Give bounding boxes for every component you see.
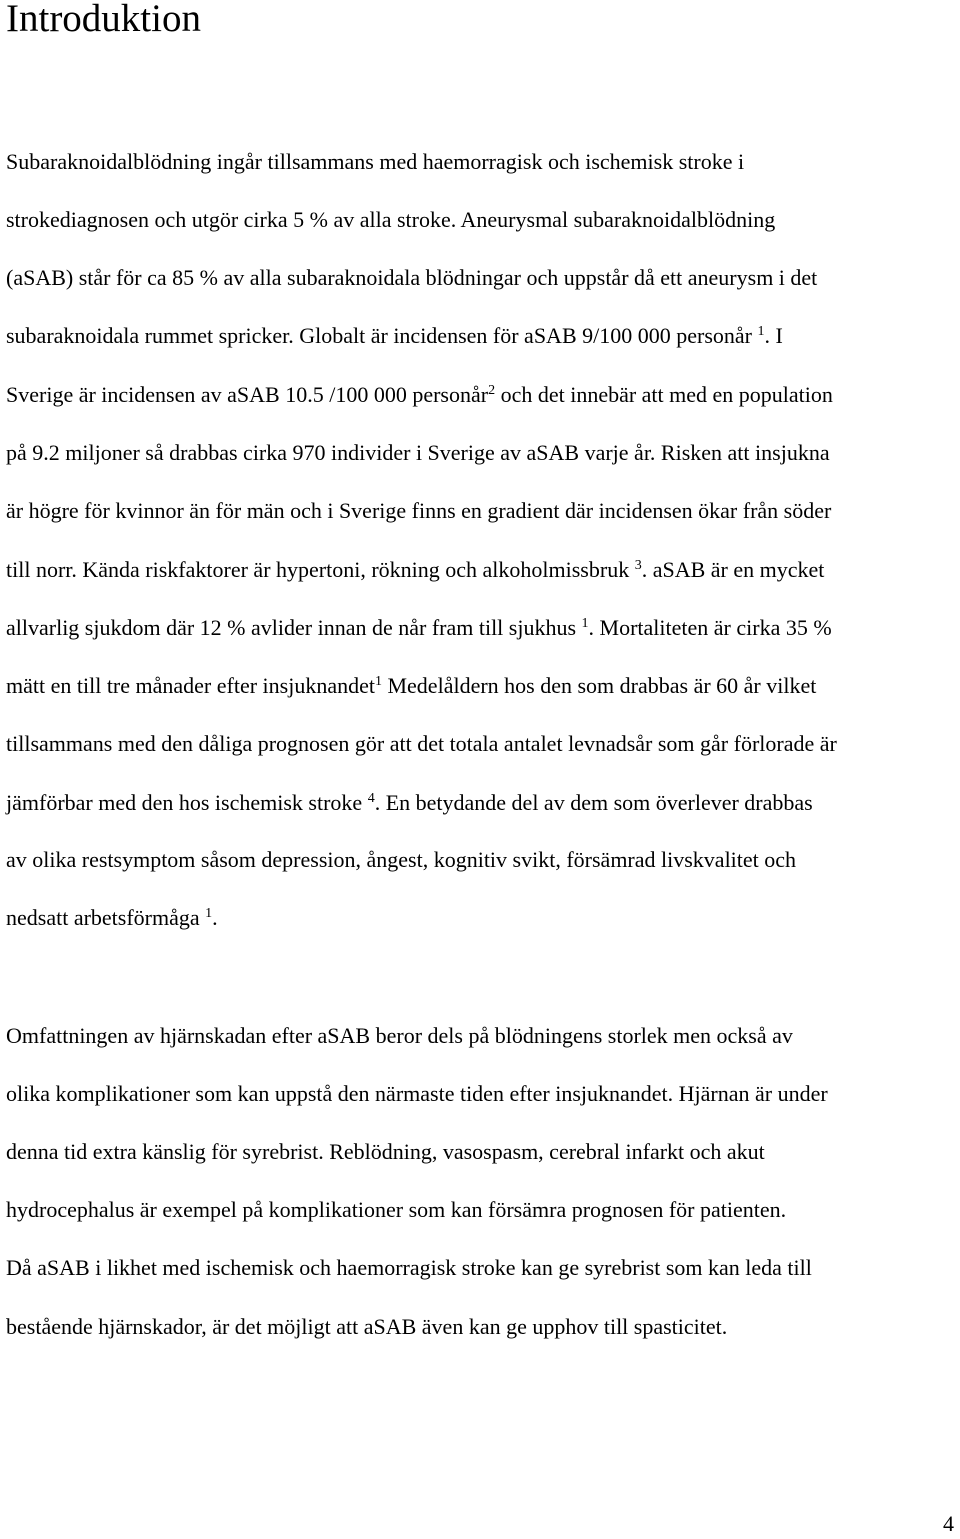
text-span: . En betydande del av dem som överlever drabbas [374,790,813,815]
text-span: mätt en till tre månader efter insjuknandet [6,673,375,698]
text-span: Medelåldern hos den som drabbas är 60 år vilket [381,673,817,698]
reference-superscript: 4 [367,791,375,806]
paragraph-1-line-14 [6,903,218,933]
page-number: 4 [943,1511,954,1536]
text-span: jämförbar med den hos ischemisk stroke [6,790,368,815]
paragraph-1-line-11: tillsammans med den dåliga prognosen gör att det totala antalet levnadsår som går förlorade är [6,731,837,756]
paragraph-2-line-5: Då aSAB i likhet med ischemisk och haemorragisk stroke kan ge syrebrist som kan leda till [6,1255,812,1280]
paragraph-1-line-7: är högre för kvinnor än för män och i Sverige finns en gradient där incidensen ökar från söder [6,498,832,523]
reference-superscript: 1 [757,324,765,339]
section-heading: Introduktion [6,0,201,40]
paragraph-1-line-5 [6,380,833,410]
paragraph-2-line-6: bestående hjärnskador, är det möjligt att aSAB även kan ge upphov till spasticitet. [6,1314,728,1339]
text-span: till norr. Kända riskfaktorer är hypertoni, rökning och alkoholmissbruk [6,557,635,582]
paragraph-1-line-8 [6,555,824,585]
paragraph-2-line-3: denna tid extra känslig för syrebrist. Reblödning, vasospasm, cerebral infarkt och akut [6,1139,765,1164]
text-span: nedsatt arbetsförmåga [6,905,206,930]
reference-superscript: 2 [488,383,496,398]
paragraph-1-line-9 [6,613,832,643]
text-span: Sverige är incidensen av aSAB 10.5 /100 000 personår [6,382,489,407]
text-span: allvarlig sjukdom där 12 % avlider innan de når fram till sjukhus [6,615,582,640]
paragraph-2-line-4: hydrocephalus är exempel på komplikationer som kan försämra prognosen för patienten. [6,1197,787,1222]
text-span: subaraknoidala rummet spricker. Globalt är incidensen för aSAB 9/100 000 personår [6,323,758,348]
text-span: . I [764,323,783,348]
text-span: och det innebär att med en population [495,382,833,407]
reference-superscript: 1 [205,906,213,921]
paragraph-1-line-10 [6,671,816,701]
reference-superscript: 1 [374,674,382,689]
reference-superscript: 3 [634,558,642,573]
reference-superscript: 1 [581,616,589,631]
text-span: . [212,905,218,930]
paragraph-1-line-3: (aSAB) står för ca 85 % av alla subaraknoidala blödningar och uppstår då ett aneurysm i det [6,265,818,290]
text-span: . Mortaliteten är cirka 35 % [588,615,832,640]
paragraph-1-line-6: på 9.2 miljoner så drabbas cirka 970 individer i Sverige av aSAB varje år. Risken att insjukna [6,440,830,465]
paragraph-2-line-2: olika komplikationer som kan uppstå den närmaste tiden efter insjuknandet. Hjärnan är under [6,1081,828,1106]
paragraph-1-line-2: strokediagnosen och utgör cirka 5 % av alla stroke. Aneurysmal subaraknoidalblödning [6,207,776,232]
paragraph-2-line-1: Omfattningen av hjärnskadan efter aSAB beror dels på blödningens storlek men också av [6,1023,793,1048]
paragraph-1-line-1: Subaraknoidalblödning ingår tillsammans med haemorragisk och ischemisk stroke i [6,149,745,174]
paragraph-1-line-4 [6,321,783,351]
paragraph-1-line-12 [6,788,813,818]
paragraph-1-line-13: av olika restsymptom såsom depression, ångest, kognitiv svikt, försämrad livskvalitet och [6,847,797,872]
text-span: . aSAB är en mycket [641,557,825,582]
